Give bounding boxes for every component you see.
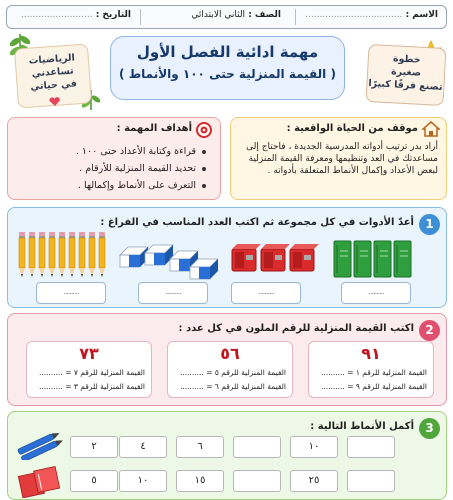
pattern-box[interactable]	[347, 470, 395, 492]
grade-label: الصف :	[248, 10, 281, 20]
answer-pencils[interactable]: ..........	[36, 282, 106, 304]
pattern-box[interactable]: ١٥	[176, 470, 224, 492]
section-number: 3	[419, 418, 440, 439]
section-number: 2	[419, 320, 440, 341]
pencils-icon	[18, 230, 108, 280]
heart-icon	[48, 97, 61, 108]
place-value-card	[26, 341, 152, 398]
pattern-box[interactable]: ١٠	[290, 436, 338, 458]
pattern-box[interactable]	[233, 470, 281, 492]
goals-box	[7, 117, 221, 200]
place-value-line[interactable]: القيمة المنزلية للرقم ٩ = ..........	[320, 382, 427, 391]
section-patterns	[7, 411, 447, 500]
note-line: صغيرة	[390, 66, 422, 79]
card-number: ٧٣	[79, 344, 99, 363]
name-blank[interactable]: ..................................	[305, 10, 403, 20]
page-title: مهمة ادائية الفصل الأول	[136, 43, 319, 61]
place-value-line[interactable]: القيمة المنزلية للرقم ٦ = ..........	[179, 382, 286, 391]
card-number: ٥٦	[220, 344, 240, 363]
place-value-line[interactable]: القيمة المنزلية للرقم ٣ = ..........	[38, 382, 145, 391]
note-line: تصنع فرقًا كبيرًا	[368, 78, 443, 93]
pattern-box[interactable]: ٢	[70, 436, 118, 458]
section-question: أكمل الأنماط التالية :	[310, 421, 414, 432]
pattern-box[interactable]	[233, 436, 281, 458]
pattern-box[interactable]	[347, 436, 395, 458]
pattern-box[interactable]: ٢٥	[290, 470, 338, 492]
place-value-card	[308, 341, 434, 398]
context-heading: موقف من الحياة الواقعية :	[286, 123, 418, 134]
context-text: أراد بدر ترتيب أدواته المدرسية الجديدة ، فاحتاج إلى مساعدتك في العد وتنظيمها ومعرفة القيمة المنزلية لبعض الأعداد وإكمال الأنماط المتعلقة بأدواته .	[246, 142, 438, 176]
date-label: التاريخ :	[95, 10, 131, 20]
divider	[140, 9, 141, 25]
house-icon	[422, 121, 440, 137]
list-item: تحديد القيمة المنزلية للأرقام .	[76, 160, 206, 177]
pattern-box[interactable]: ١٠	[119, 470, 167, 492]
place-value-line[interactable]: القيمة المنزلية للرقم ٥ = ..........	[179, 368, 286, 377]
grade-field	[191, 10, 281, 20]
date-field[interactable]	[21, 10, 131, 20]
answer-erasers[interactable]: ..........	[138, 282, 208, 304]
section-place-value	[7, 313, 447, 406]
real-life-box	[230, 117, 447, 200]
books-icon	[333, 239, 417, 281]
note-line: الرياضيات	[28, 52, 76, 67]
card-number: ٩١	[361, 344, 381, 363]
pattern-box[interactable]: ٦	[176, 436, 224, 458]
pattern-box[interactable]: ٤	[119, 436, 167, 458]
pattern-box[interactable]: ٥	[70, 470, 118, 492]
answer-sharpeners[interactable]: ..........	[231, 282, 301, 304]
title-card	[110, 36, 345, 100]
name-label: الاسم :	[405, 10, 438, 20]
note-line: في حياتي	[30, 78, 78, 93]
student-info-bar	[6, 5, 447, 29]
pens-icon	[14, 432, 64, 460]
section-count-tools	[7, 207, 447, 308]
name-field[interactable]	[305, 10, 438, 20]
note-line: تساعدني	[31, 65, 75, 80]
list-item: قراءة وكتابة الأعداد حتى ١٠٠ .	[76, 143, 206, 160]
note-line: خطوة	[392, 53, 421, 66]
motivation-note	[366, 44, 447, 106]
math-note	[14, 43, 92, 108]
section-number: 1	[419, 214, 440, 235]
page-subtitle: ( القيمة المنزلية حتى ١٠٠ والأنماط )	[119, 67, 336, 81]
sharpeners-icon	[231, 241, 319, 279]
place-value-line[interactable]: القيمة المنزلية للرقم ١ = ..........	[320, 368, 427, 377]
goals-list	[76, 143, 206, 194]
answer-books[interactable]: ..........	[341, 282, 411, 304]
goals-heading: أهداف المهمة :	[116, 123, 192, 134]
grade-value: الثاني الابتدائي	[191, 10, 246, 20]
erasers-icon	[118, 241, 218, 285]
date-blank[interactable]: .........................	[21, 10, 93, 20]
section-question: أعدّ الأدوات في كل مجموعة ثم اكتب العدد المناسب في الفراغ :	[100, 217, 414, 228]
place-value-line[interactable]: القيمة المنزلية للرقم ٧ = ..........	[38, 368, 145, 377]
section-question: اكتب القيمة المنزلية للرقم الملون في كل عدد :	[178, 323, 414, 334]
target-icon	[196, 122, 212, 138]
place-value-card	[167, 341, 293, 398]
list-item: التعرف على الأنماط وإكمالها .	[76, 177, 206, 194]
notebooks-icon	[16, 466, 64, 498]
divider	[295, 9, 296, 25]
